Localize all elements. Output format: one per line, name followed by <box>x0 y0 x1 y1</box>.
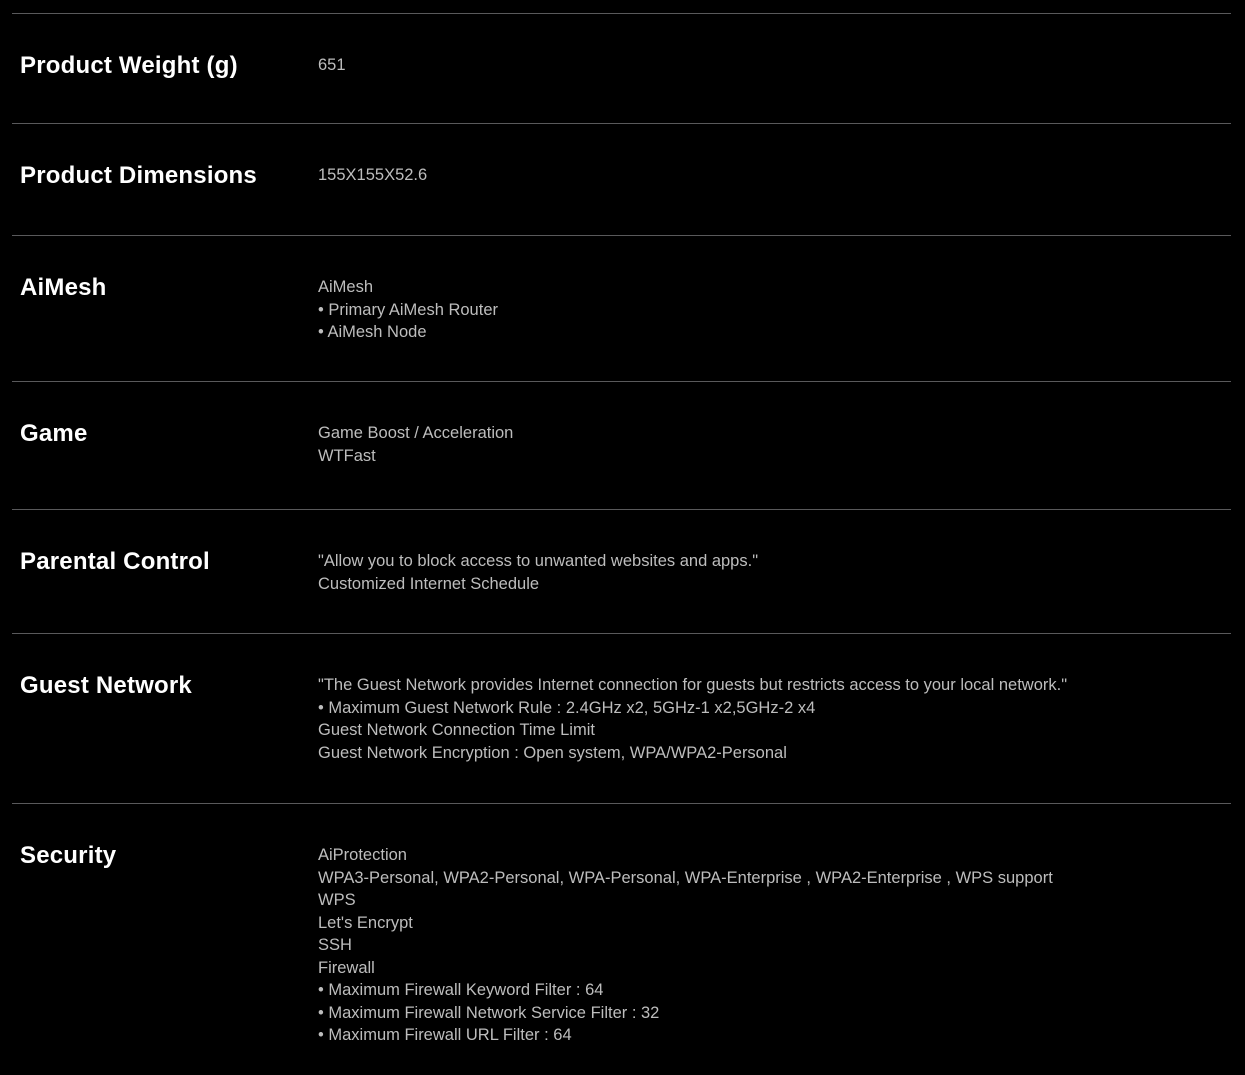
spec-table <box>12 0 1231 1075</box>
spec-value-line: WTFast <box>318 446 376 465</box>
spec-value-line: AiProtection <box>318 846 407 864</box>
spec-value <box>318 422 1231 509</box>
spec-value-line: "The Guest Network provides Internet connection for guests but restricts access to your local network." <box>318 676 1068 694</box>
spec-value-line: 155X155X52.6 <box>318 166 428 184</box>
spec-value-line: SSH <box>318 936 352 954</box>
spec-label: Product Weight (g) <box>20 52 238 79</box>
spec-value <box>318 674 1231 803</box>
spec-value <box>318 550 1231 633</box>
spec-row-aimesh <box>12 235 1231 381</box>
spec-value-line: AiMesh <box>318 278 374 296</box>
spec-row-product-weight-g <box>12 13 1231 123</box>
spec-value-line: Let's Encrypt <box>318 913 413 932</box>
spec-value-line: • Maximum Firewall Network Service Filter : 32 <box>318 1003 660 1022</box>
spec-row-security <box>12 803 1231 1075</box>
spec-value-line: WPS <box>318 891 356 909</box>
spec-value <box>318 276 1231 381</box>
spec-row-game <box>12 381 1231 509</box>
spec-value-line: • Maximum Firewall URL Filter : 64 <box>318 1026 572 1044</box>
spec-label: Product Dimensions <box>20 162 257 189</box>
spec-row-product-dimensions <box>12 123 1231 235</box>
spec-value <box>318 844 1231 1075</box>
spec-value-line: Firewall <box>318 958 375 977</box>
spec-value-line: Customized Internet Schedule <box>318 574 540 593</box>
spec-value-line: • Primary AiMesh Router <box>318 300 498 319</box>
spec-value-line: Guest Network Connection Time Limit <box>318 721 595 739</box>
spec-value-line: • AiMesh Node <box>318 323 427 341</box>
spec-value-line: • Maximum Firewall Keyword Filter : 64 <box>318 981 604 999</box>
spec-value <box>318 164 1231 235</box>
spec-value-line: • Maximum Guest Network Rule : 2.4GHz x2, 5GHz-1 x2,5GHz-2 x4 <box>318 698 816 717</box>
spec-row-guest-network <box>12 633 1231 803</box>
spec-label: Guest Network <box>20 672 192 699</box>
spec-value-line: Guest Network Encryption : Open system, WPA/WPA2-Personal <box>318 743 787 762</box>
spec-value-line: 651 <box>318 56 346 74</box>
spec-label: Parental Control <box>20 548 210 575</box>
spec-row-parental-control <box>12 509 1231 633</box>
spec-value-line: "Allow you to block access to unwanted websites and apps." <box>318 552 759 570</box>
spec-value-line: WPA3-Personal, WPA2-Personal, WPA-Personal, WPA-Enterprise , WPA2-Enterprise , WPS support <box>318 868 1053 887</box>
spec-label: AiMesh <box>20 274 107 301</box>
spec-value-line: Game Boost / Acceleration <box>318 424 514 442</box>
spec-label: Game <box>20 420 88 447</box>
spec-value <box>318 54 1231 123</box>
spec-label: Security <box>20 842 117 869</box>
